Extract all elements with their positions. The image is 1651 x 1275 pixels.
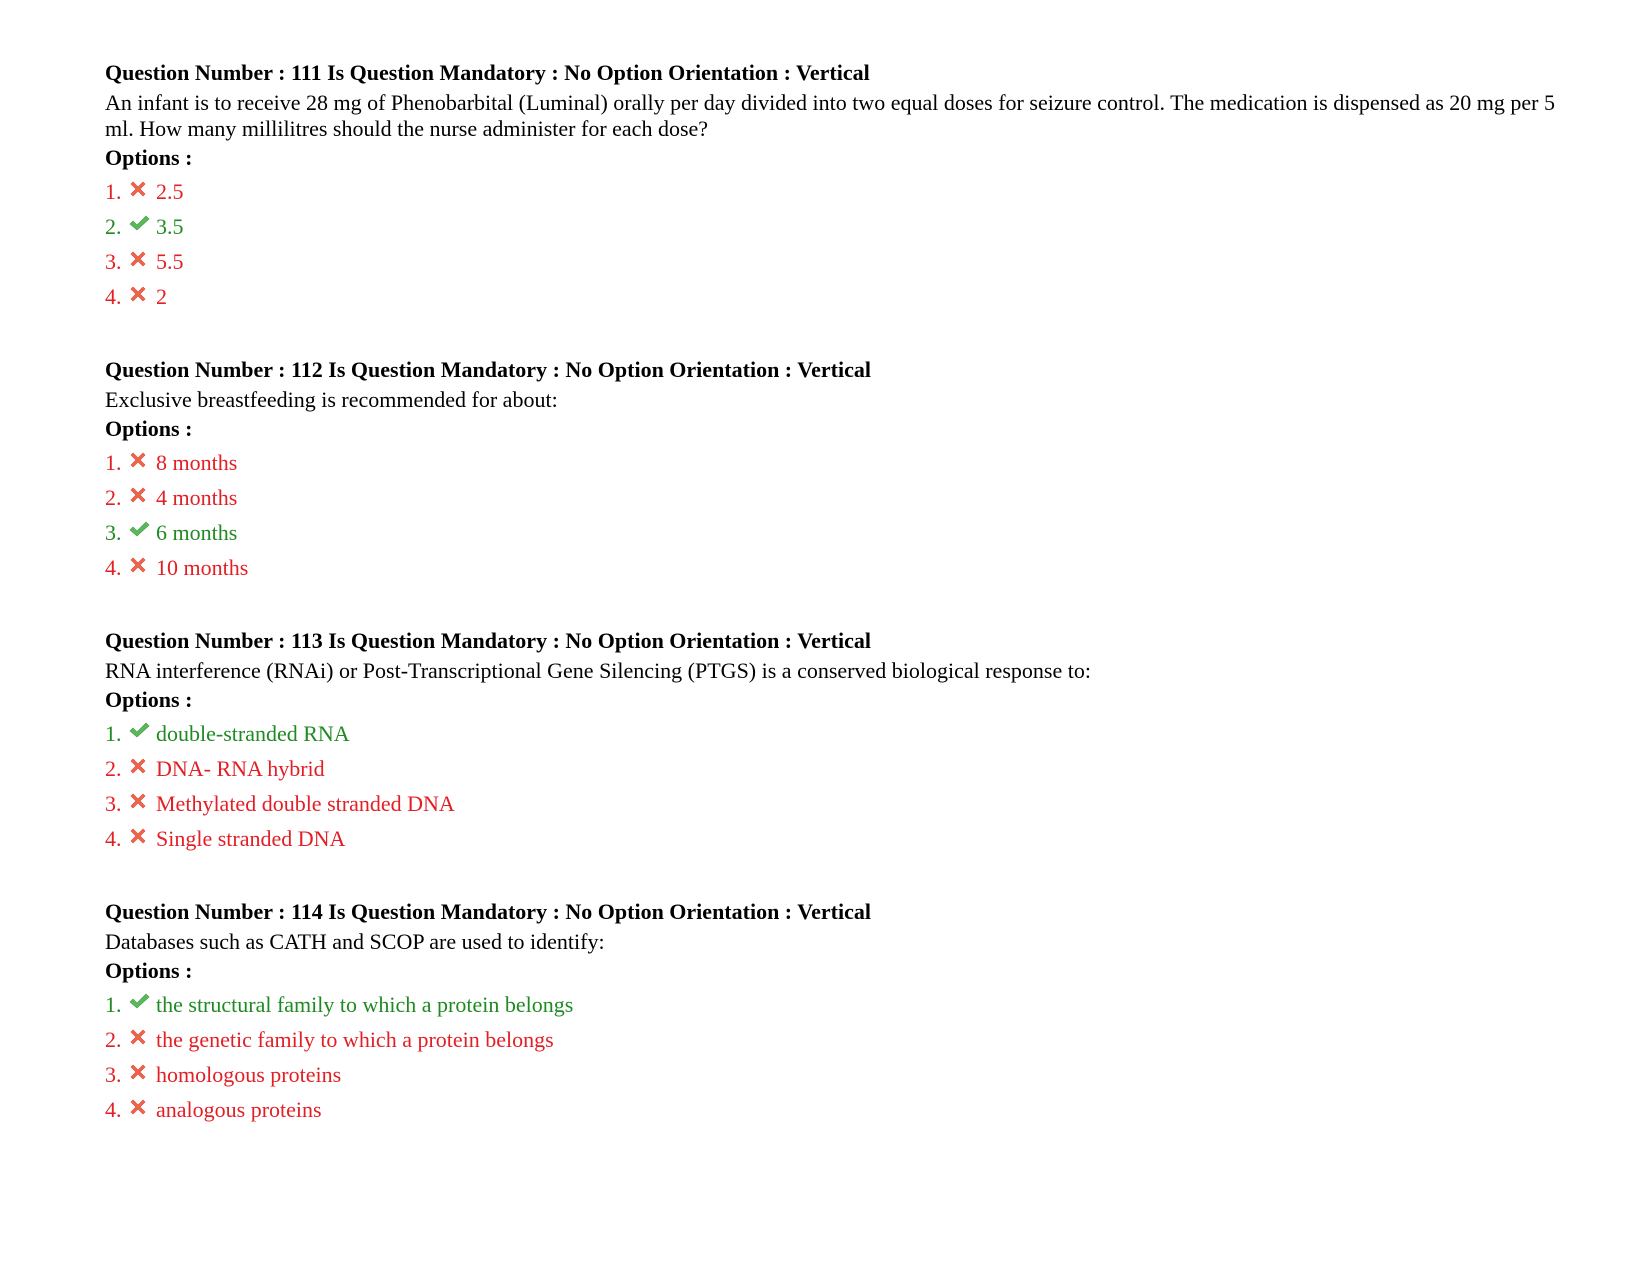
option-text: 10 months	[156, 555, 249, 580]
cross-mark-icon	[128, 790, 148, 810]
question-header: Question Number : 113 Is Question Mandatory : No Option Orientation : Vertical	[105, 628, 871, 653]
option-text: DNA- RNA hybrid	[156, 756, 325, 781]
option-item	[105, 1092, 1575, 1127]
option-item	[105, 445, 1575, 480]
question-header: Question Number : 114 Is Question Mandatory : No Option Orientation : Vertical	[105, 899, 871, 924]
option-item	[105, 550, 1575, 585]
check-mark-icon	[128, 519, 148, 539]
question-block	[105, 626, 1575, 856]
cross-mark-icon	[128, 554, 148, 574]
option-text: 8 months	[156, 450, 238, 475]
question-header: Question Number : 111 Is Question Mandatory : No Option Orientation : Vertical	[105, 60, 870, 85]
option-number: 3.	[105, 249, 122, 274]
option-number: 1.	[105, 992, 122, 1017]
option-number: 1.	[105, 450, 122, 475]
option-number: 3.	[105, 520, 122, 545]
option-number: 2.	[105, 756, 122, 781]
option-number: 3.	[105, 791, 122, 816]
option-text: 5.5	[156, 249, 184, 274]
cross-mark-icon	[128, 248, 148, 268]
cross-mark-icon	[128, 178, 148, 198]
question-paper	[105, 58, 1575, 1168]
option-number: 1.	[105, 721, 122, 746]
option-text: 3.5	[156, 214, 184, 239]
options-label: Options :	[105, 416, 193, 441]
options-label: Options :	[105, 958, 193, 983]
option-number: 4.	[105, 1097, 122, 1122]
cross-mark-icon	[128, 755, 148, 775]
cross-mark-icon	[128, 449, 148, 469]
option-number: 2.	[105, 485, 122, 510]
option-number: 2.	[105, 1027, 122, 1052]
check-mark-icon	[128, 720, 148, 740]
option-item	[105, 1057, 1575, 1092]
question-block	[105, 355, 1575, 585]
option-item	[105, 279, 1575, 314]
options-label: Options :	[105, 145, 193, 170]
option-number: 4.	[105, 284, 122, 309]
question-block	[105, 58, 1575, 314]
option-text: 2	[156, 284, 167, 309]
question-text: Exclusive breastfeeding is recommended for about:	[105, 387, 558, 412]
option-text: 6 months	[156, 520, 238, 545]
option-number: 2.	[105, 214, 122, 239]
question-header: Question Number : 112 Is Question Mandatory : No Option Orientation : Vertical	[105, 357, 871, 382]
option-item	[105, 209, 1575, 244]
option-text: 4 months	[156, 485, 238, 510]
option-item	[105, 716, 1575, 751]
question-block	[105, 897, 1575, 1127]
cross-mark-icon	[128, 1061, 148, 1081]
option-number: 3.	[105, 1062, 122, 1087]
cross-mark-icon	[128, 1026, 148, 1046]
option-number: 4.	[105, 826, 122, 851]
option-text: analogous proteins	[156, 1097, 322, 1122]
option-item	[105, 244, 1575, 279]
option-item	[105, 1022, 1575, 1057]
option-text: homologous proteins	[156, 1062, 342, 1087]
check-mark-icon	[128, 213, 148, 233]
option-number: 4.	[105, 555, 122, 580]
question-text: RNA interference (RNAi) or Post-Transcriptional Gene Silencing (PTGS) is a conserved biological response to:	[105, 658, 1091, 683]
option-text: the genetic family to which a protein belongs	[156, 1027, 554, 1052]
option-text: Single stranded DNA	[156, 826, 346, 851]
option-item	[105, 821, 1575, 856]
option-item	[105, 515, 1575, 550]
option-text: 2.5	[156, 179, 184, 204]
cross-mark-icon	[128, 1096, 148, 1116]
option-text: Methylated double stranded DNA	[156, 791, 455, 816]
cross-mark-icon	[128, 484, 148, 504]
cross-mark-icon	[128, 825, 148, 845]
option-item	[105, 751, 1575, 786]
option-item	[105, 987, 1575, 1022]
option-number: 1.	[105, 179, 122, 204]
question-text: An infant is to receive 28 mg of Phenobarbital (Luminal) orally per day divided into two equal doses for seizure control. The medication is dispensed as 20 mg per 5 ml. How many millilitres should the nurse administer for each dose?	[105, 90, 1556, 141]
options-label: Options :	[105, 687, 193, 712]
check-mark-icon	[128, 991, 148, 1011]
cross-mark-icon	[128, 283, 148, 303]
question-text: Databases such as CATH and SCOP are used to identify:	[105, 929, 605, 954]
option-item	[105, 786, 1575, 821]
option-item	[105, 480, 1575, 515]
option-item	[105, 174, 1575, 209]
option-text: double-stranded RNA	[156, 721, 350, 746]
option-text: the structural family to which a protein belongs	[156, 992, 574, 1017]
